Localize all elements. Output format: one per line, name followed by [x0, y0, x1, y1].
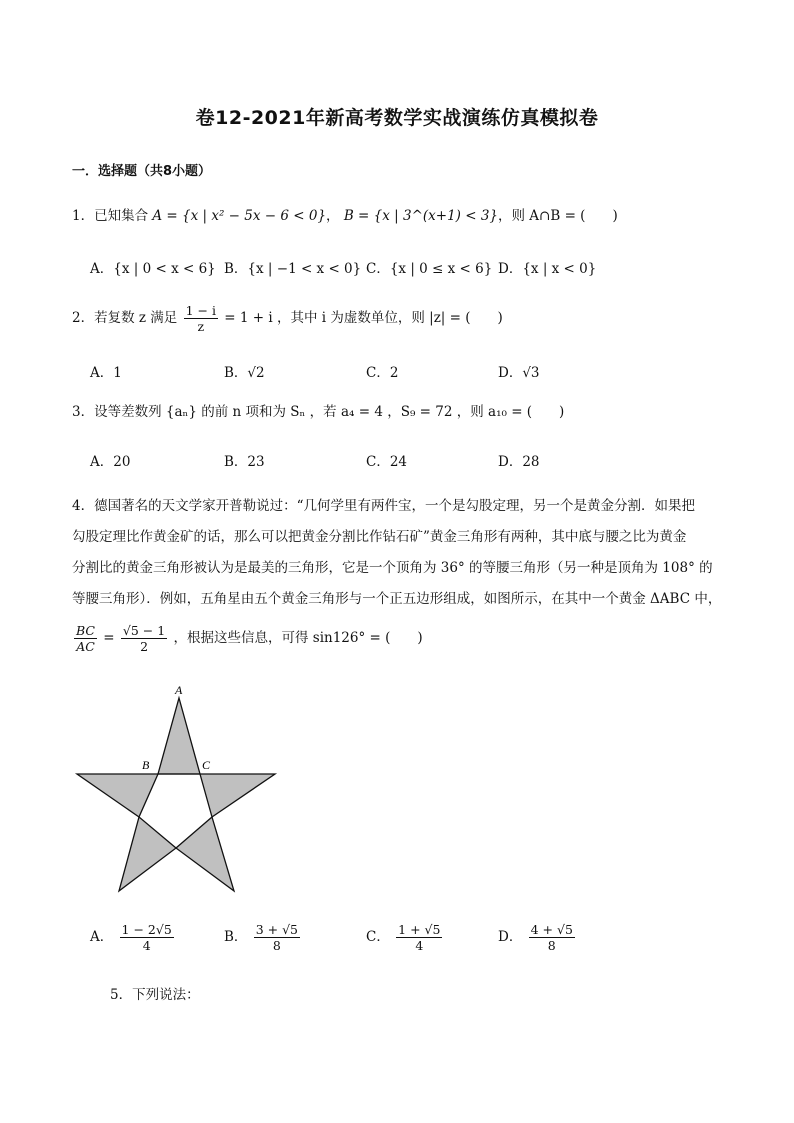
- q4-option-a-letter: A．: [90, 929, 114, 945]
- q4-line-2: 勾股定理比作黄金矿的话，那么可以把黄金分割比作钻石矿”黄金三角形有两种，其中底与腰之比为黄金: [72, 529, 687, 545]
- q4-option-d-den: 8: [547, 938, 556, 953]
- q4-option-b-fraction: [254, 922, 300, 953]
- q4-last-line: [72, 623, 423, 654]
- question-4: [72, 491, 726, 615]
- q3-option-b[interactable]: B．23: [224, 454, 265, 470]
- q4-ratio-den: AC: [76, 639, 95, 654]
- q4-option-d-num: 4 + √5: [530, 922, 573, 937]
- label-a: A: [175, 683, 183, 697]
- q4-option-c-den: 4: [415, 938, 424, 953]
- q4-golden-den: 2: [140, 639, 149, 654]
- q4-line-3: 分割比的黄金三角形被认为是最美的三角形，它是一个顶角为 36° 的等腰三角形（另一种是顶角为 108° 的: [72, 560, 713, 576]
- q4-option-a-den: 4: [142, 938, 151, 953]
- q4-golden-num: √5 − 1: [122, 623, 166, 638]
- q4-option-c-fraction: [396, 922, 442, 953]
- q4-option-d[interactable]: [498, 922, 577, 953]
- q1-option-a[interactable]: A．{x | 0 < x < 6}: [90, 261, 216, 277]
- q4-ratio-num: BC: [76, 623, 95, 638]
- q4-option-b-letter: B．: [224, 929, 248, 945]
- q1-option-d[interactable]: D．{x | x < 0}: [498, 261, 597, 277]
- q4-golden-fraction: [121, 623, 167, 654]
- q4-line-4: 等腰三角形）．例如，五角星由五个黄金三角形与一个正五边形组成，如图所示，在其中一个黄金 ΔABC 中，: [72, 591, 722, 607]
- q2-options: [90, 361, 730, 383]
- q2-frac-num: 1 − i: [185, 303, 216, 318]
- question-1: [72, 206, 618, 226]
- q4-option-b-den: 8: [272, 938, 281, 953]
- pentagram-figure: [72, 680, 282, 895]
- q1-prefix: 1．已知集合: [72, 208, 149, 224]
- q4-option-a-num: 1 − 2√5: [121, 922, 172, 937]
- q1-set-a: A = {x | x² − 5x − 6 < 0}: [152, 208, 327, 224]
- question-2: [72, 303, 503, 334]
- q2-frac-den: z: [197, 319, 205, 334]
- q1-set-b: B = {x | 3^(x+1) < 3}: [343, 208, 499, 224]
- q3-option-a[interactable]: A．20: [90, 454, 131, 470]
- q4-option-c-letter: C．: [366, 929, 390, 945]
- q2-option-c[interactable]: C．2: [366, 365, 399, 381]
- q4-options: [90, 922, 730, 962]
- section-heading: 一．选择题（共8小题）: [72, 164, 212, 179]
- q4-line-1: 4．德国著名的天文学家开普勒说过：“几何学里有两件宝，一个是勾股定理，另一个是黄金分割．如果把: [72, 498, 695, 514]
- q1-mid: ，: [326, 208, 340, 224]
- q2-prefix: 2．若复数 z 满足: [72, 310, 178, 326]
- equals-sign: =: [103, 630, 115, 646]
- q2-fraction: [184, 303, 218, 334]
- q4-ratio-fraction: [74, 623, 97, 654]
- q2-option-a[interactable]: A．1: [90, 365, 122, 381]
- q4-option-a[interactable]: [90, 922, 176, 953]
- q2-suffix: = 1 + i ，其中 i 为虚数单位，则 |z| = ( ): [224, 310, 503, 326]
- q4-option-d-fraction: [529, 922, 575, 953]
- q3-option-c[interactable]: C．24: [366, 454, 408, 470]
- question-5: 5．下列说法：: [110, 987, 200, 1003]
- q4-option-c-num: 1 + √5: [398, 922, 441, 937]
- q4-option-d-letter: D．: [498, 929, 523, 945]
- q4-last-suffix: ，根据这些信息，可得 sin126° = ( ): [173, 630, 423, 646]
- q4-option-a-fraction: [120, 922, 174, 953]
- label-c: C: [202, 758, 211, 772]
- q1-suffix: ，则 A∩B = ( ): [498, 208, 618, 224]
- q1-option-c[interactable]: C．{x | 0 ≤ x < 6}: [366, 261, 493, 277]
- q1-option-b[interactable]: B．{x | −1 < x < 0}: [224, 261, 362, 277]
- q3-options: [90, 450, 730, 472]
- page-title: 卷12-2021年新高考数学实战演练仿真模拟卷: [195, 107, 599, 129]
- label-b: B: [142, 758, 150, 772]
- q4-option-c[interactable]: [366, 922, 444, 953]
- q2-option-b[interactable]: B．√2: [224, 365, 265, 381]
- q2-option-d[interactable]: D．√3: [498, 365, 540, 381]
- question-3: 3．设等差数列 {aₙ} 的前 n 项和为 Sₙ ，若 a₄ = 4 ，S₉ = 72 ，则 a₁₀ = ( ): [72, 404, 565, 420]
- q4-option-b[interactable]: [224, 922, 302, 953]
- q4-option-b-num: 3 + √5: [255, 922, 299, 937]
- q1-options: [90, 257, 730, 279]
- q3-option-d[interactable]: D．28: [498, 454, 540, 470]
